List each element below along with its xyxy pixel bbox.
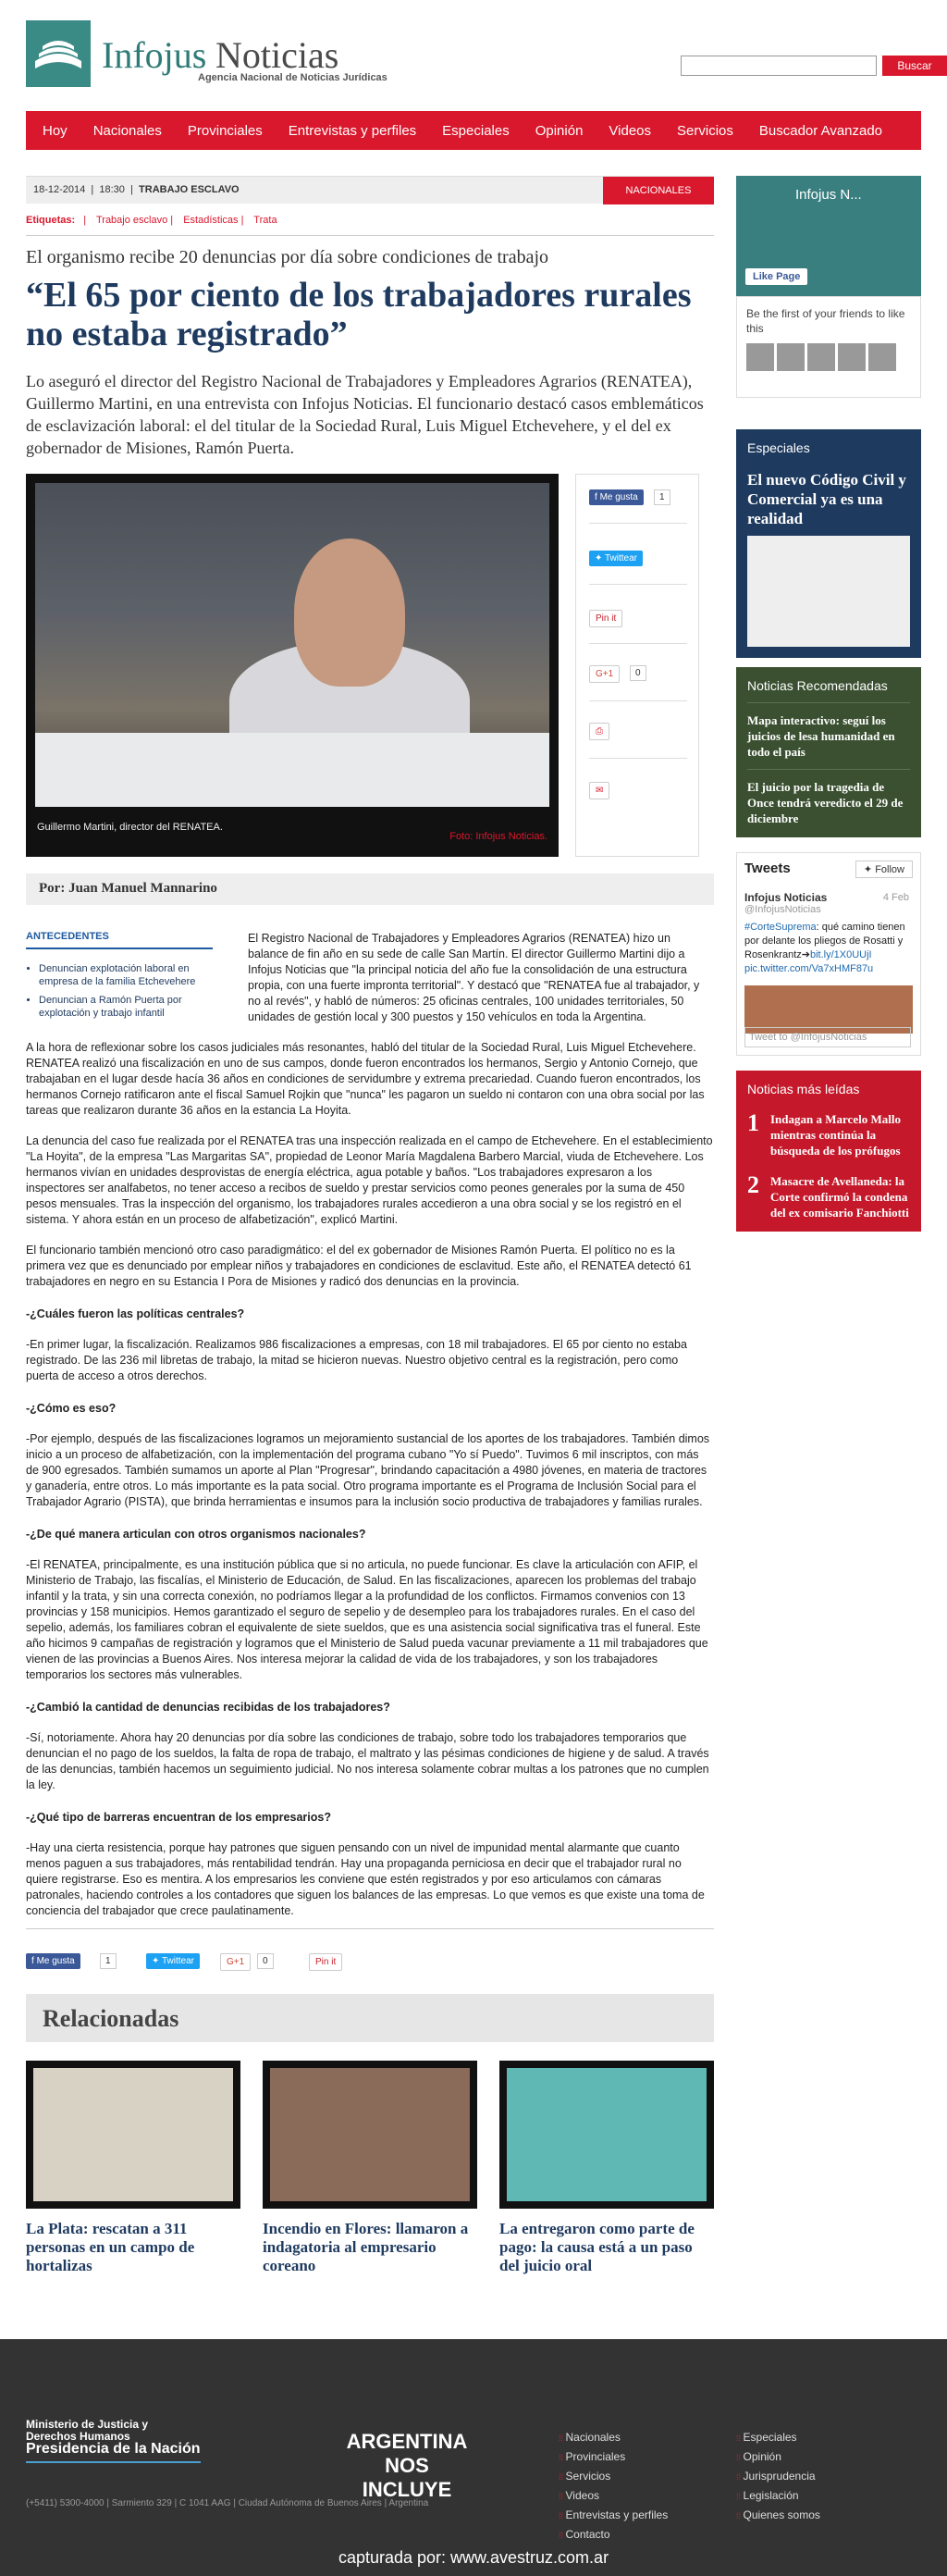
gplus-count: 0 (630, 665, 646, 681)
article-body (26, 931, 714, 1919)
tags-label: Etiquetas: (26, 215, 76, 226)
print-icon[interactable]: ⎙ (589, 723, 609, 740)
interview-answer: -Sí, notoriamente. Ahora hay 20 denuncias por día sobre las condiciones de trabajo, sobre todo los trabajadores temporarios que denuncian el no pago de los sueldos, la falta de ropa de trabajo, el maltrato y las pésimas condiciones de higiene y de salud. A través de las denuncias, también hacemos un seguimiento judicial. No nos interesa solamente cobrar multas a los patrones que no cumplen la ley. (26, 1731, 709, 1791)
footer-link[interactable]: ⁞⁞ Provinciales (559, 2447, 668, 2467)
article-date: 18-12-2014 (33, 184, 86, 195)
twitter-icon: ✦ (152, 1956, 160, 1966)
nav-item-especiales[interactable]: Especiales (442, 122, 510, 139)
photo-image (35, 483, 549, 807)
facebook-like-button[interactable]: f Me gusta (26, 1953, 80, 1969)
tweets-title: Tweets (744, 861, 791, 876)
facebook-icon: f (31, 1956, 34, 1966)
leida-rank: 2 (747, 1171, 759, 1198)
nav-item-buscador[interactable]: Buscador Avanzado (758, 122, 883, 139)
share-column (575, 474, 699, 857)
footer-link[interactable]: ⁞⁞ Especiales (736, 2428, 820, 2447)
footer-link[interactable]: ⁞⁞ Nacionales (559, 2428, 668, 2447)
tweet-button[interactable]: ✦ Twittear (146, 1953, 200, 1969)
divider (26, 235, 714, 236)
site-header (26, 20, 932, 94)
related-image (499, 2061, 714, 2209)
facebook-page-widget[interactable] (736, 176, 921, 296)
related-title-link[interactable]: La entregaron como parte de pago: la causa está a un paso del juicio oral (499, 2220, 695, 2274)
tweet-link[interactable]: pic.twitter.com/Va7xHMF87u (744, 963, 874, 974)
gplus-button[interactable]: G+1 (589, 665, 620, 683)
main-nav (26, 111, 921, 150)
logo-word-noticias[interactable]: Noticias (215, 34, 339, 76)
leidas-title: Noticias más leídas (747, 1082, 860, 1096)
avatar[interactable] (746, 343, 774, 371)
related-image (26, 2061, 240, 2209)
footer-link[interactable]: ⁞⁞ Opinión (736, 2447, 820, 2467)
article-time: 18:30 (99, 184, 125, 195)
footer-address: (+5411) 5300-4000 | Sarmiento 329 | C 1041 AAG | Ciudad Autónoma de Buenos Aires | Argentina (26, 2498, 429, 2508)
interview-answer: -Por ejemplo, después de las fiscalizaciones logramos un mejoramiento sustancial de los aportes de los trabajadores. También dimos inicio a un proceso de alfabetización, con la implementación del programa cubano "Yo sí Puedo". Tuvimos 6 mil inscriptos, con más de 900 egresados. También sumamos un aporte al Plan "Progresar", brindando capacitación a 4980 jóvenes, en materia de tractores y ganadería, entre otros. Lo más importante es la pata social. Otro programa importante es el Programa de Inclusión Social para el Trabajador Agrario (PISTA), que brinda herramientas e insumos para la inclusión socio productiva de trabajadores y familias rurales. (26, 1432, 710, 1508)
especiales-image[interactable] (747, 536, 910, 647)
search-input[interactable] (681, 56, 877, 76)
nav-item-servicios[interactable]: Servicios (677, 122, 733, 139)
twitter-icon: ✦ (595, 553, 603, 564)
tweet-body: #CorteSuprema: qué camino tienen por delante los pliegos de Rosatti y Rosenkrantz➔bit.ly/1X0UUjI pic.twitter.com/Va7xHMF87u (744, 922, 905, 974)
antecedentes-box (26, 931, 213, 1025)
interview-question: -¿Qué tipo de barreras encuentran de los empresarios? (26, 1811, 331, 1824)
photo-credit: Foto: Infojus Noticias. (449, 831, 547, 842)
tag-link[interactable]: Trabajo esclavo (95, 215, 168, 226)
nav-item-provinciales[interactable]: Provinciales (187, 122, 263, 139)
twitter-follow-button[interactable]: ✦ Follow (855, 861, 913, 878)
tweet-button[interactable]: ✦ Twittear (589, 551, 643, 566)
sidebar (736, 176, 921, 1232)
gplus-count: 0 (257, 1953, 274, 1969)
tweet-handle[interactable]: @InfojusNoticias (744, 904, 821, 915)
tweet-input[interactable]: Tweet to @InfojusNoticias (744, 1027, 911, 1047)
footer-link[interactable]: ⁞⁞ Entrevistas y perfiles (559, 2506, 668, 2525)
article-headline: “El 65 por ciento de los trabajadores rurales no estaba registrado” (26, 276, 692, 353)
interview-answer: -El RENATEA, principalmente, es una institución pública que si no articula, no puede funcionar. Es clave la articulación con AFIP, el Ministerio de Trabajo, las fiscalías, el Ministerio de Educación, de Salud. En las fiscalizaciones, aparecen los problemas del trabajo infantil y la trata, y sin una correcta conexión, no podríamos llegar a la profundidad de los conflictos. Firmamos convenios con 13 provincias y 158 municipios. Hemos garantizado el seguro de sepelio y de desempleo para los trabajadores rurales. En el caso del sepelio, además, los familiares cobran el equivalente de siete sueldos, que es una asistencia social significativa tras el funeral. Este año hicimos 9 campañas de registración y logramos que el Ministerio de Salud pueda vacunar previamente a 11 mil trabajadores que vienen de las provincias a Buenos Aires. Nos interesa mejorar la calidad de vida de los trabajadores, y son los trabajadores temporarios los sectores más vulnerables. (26, 1558, 708, 1681)
article-lead: Lo aseguró el director del Registro Nacional de Trabajadores y Empleadores Agrarios (RENATEA), Guillermo Martini, en una entrevista con Infojus Noticias. El funcionario destacó casos emblemáticos de esclavización laboral: el del titular de la Sociedad Rural, Luis Miguel Etchevehere, y el del ex gobernador de Misiones, Ramón Puerta. (26, 372, 704, 457)
nav-item-hoy[interactable]: Hoy (43, 122, 68, 139)
tweet-author[interactable]: Infojus Noticias (744, 891, 828, 904)
email-icon[interactable]: ✉ (589, 782, 609, 799)
footer-presidencia[interactable]: Presidencia de la Nación (26, 2441, 201, 2463)
footer-argentina: ARGENTINA NOS INCLUYE (346, 2430, 468, 2501)
fb-friends-box (736, 296, 921, 398)
photo-row (26, 474, 714, 857)
avatar[interactable] (807, 343, 835, 371)
footer-links-col2 (736, 2428, 820, 2525)
logo-book-icon[interactable] (26, 20, 91, 87)
tag-link[interactable]: Estadísticas (183, 215, 239, 226)
recomendadas-panel (736, 667, 921, 837)
avatar[interactable] (868, 343, 896, 371)
body-paragraph: El funcionario también mencionó otro caso paradigmático: el del ex gobernador de Misiones Ramón Puerta. El político no es la primera vez que es denunciado por emplear niños y trabajadores en condiciones de esclavitud. Este año, el RENATEA detectó 61 trabajadores en negro en su Estancia I Pora de Misiones y radicó dos denuncias en la provincia. (26, 1244, 692, 1288)
nav-item-opinion[interactable]: Opinión (535, 122, 584, 139)
logo-word-infojus[interactable]: Infojus (102, 34, 207, 76)
recomendada-link[interactable]: El juicio por la tragedia de Once tendrá veredicto el 29 de diciembre (747, 769, 910, 826)
nav-item-nacionales[interactable]: Nacionales (92, 122, 162, 139)
article-column (26, 176, 714, 2274)
related-image (263, 2061, 477, 2209)
footer-link[interactable]: ⁞⁞ Servicios (559, 2467, 668, 2486)
interview-question: -¿Cómo es eso? (26, 1402, 117, 1415)
footer-link[interactable]: ⁞⁞ Quienes somos (736, 2506, 820, 2525)
body-paragraph: La denuncia del caso fue realizada por el RENATEA tras una inspección realizada en el campo de Etchevehere. En el establecimiento "La Hoyita", de la empresa "Las Margaritas SA", propiedad de Leonor María Magdalena Barbero Marcial, viuda de Etchevehere. Los hermanos vivían en unidades desprovistas de energía eléctrica, agua potable y baños. "Los trabajadores expresaron a los inspectores ser analfabetos, no tener acceso a recibos de sueldo y prestar servicios como peones generales por la suma de 450 pesos mensuales. Tras la inspección del organismo, los trabajadores rurales accedieron a una obra social y se los registró en el sistema. Y ahora están en un proceso de alfabetización", explicó Martini. (26, 1134, 713, 1226)
avatar[interactable] (838, 343, 866, 371)
nav-item-videos[interactable]: Videos (609, 122, 652, 139)
pinterest-button[interactable]: Pin it (309, 1953, 342, 1971)
article-kicker: El organismo recibe 20 denuncias por día sobre condiciones de trabajo (26, 247, 549, 267)
leida-item[interactable] (747, 1111, 910, 1158)
related-row (26, 2061, 714, 2274)
twitter-icon: ✦ (863, 864, 873, 875)
related-title: Relacionadas (26, 1994, 714, 2042)
related-title-link[interactable]: La Plata: rescatan a 311 personas en un campo de hortalizas (26, 2220, 195, 2274)
interview-answer: -Hay una cierta resistencia, porque hay patrones que siguen pensando con un nivel de impunidad mental alarmante que cuanto menos paguen a sus trabajadores, más rentabilidad tendrán. Hay una propaganda perniciosa en decir que el trabajador rural no quiere registrarse. Eso es mentira. A los empresarios les conviene que estén registrados y por eso articulamos con cámaras patronales, haciendo controles a los contadores que siguen los balances de las empresas. Lo que vemos es que existe una toma de conciencia del trabajador que crece paulatinamente. (26, 1841, 705, 1917)
search-button[interactable]: Buscar (882, 56, 947, 76)
tweets-widget (736, 852, 921, 1056)
fb-like-page-button[interactable]: Like Page (745, 268, 807, 285)
related-card[interactable] (499, 2061, 714, 2275)
tags-row: Etiquetas: | Trabajo esclavo | Estadísticas | Trata (26, 215, 277, 226)
nav-item-entrevistas[interactable]: Entrevistas y perfiles (288, 122, 417, 139)
gplus-button[interactable]: G+1 (220, 1953, 251, 1971)
facebook-like-button[interactable]: f Me gusta (589, 489, 644, 505)
leida-item[interactable] (747, 1173, 910, 1220)
footer-links-col1 (559, 2428, 668, 2545)
recomendada-link[interactable]: Mapa interactivo: seguí los juicios de lesa humanidad en todo el país (747, 702, 910, 760)
footer-link[interactable]: ⁞⁞ Videos (559, 2486, 668, 2506)
interview-question: -¿De qué manera articulan con otros organismos nacionales? (26, 1528, 366, 1541)
article-photo[interactable] (26, 474, 559, 857)
especiales-panel (736, 429, 921, 658)
article-section-label: TRABAJO ESCLAVO (139, 184, 240, 195)
especiales-title: Especiales (747, 440, 810, 455)
leida-link[interactable]: Masacre de Avellaneda: la Corte confirmó la condena del ex comisario Fanchiotti (770, 1174, 909, 1220)
body-paragraph: A la hora de reflexionar sobre los casos judiciales más resonantes, habló del titular de la Sociedad Rural, Luis Miguel Etchevehere. RENATEA realizó una fiscalización en uno de sus campos, donde fueron encontrados los hermanos, Sergio y Antonio Cornejo, que trabajaban en el lugar desde hacía 36 años en condiciones de servidumbre y extrema precariedad. Cuando fueron encontrados, los hermanos Cornejo ratificaron ante el fiscal Samuel Rojkin que "nunca" les pagaron un sueldo ni contaron con una obra social por las tareas que realizaron durante 36 años en la estancia La Hoyita. (26, 1041, 705, 1117)
interview-question: -¿Cambió la cantidad de denuncias recibidas de los trabajadores? (26, 1701, 390, 1714)
tag-link[interactable]: Trata (253, 215, 277, 226)
logo-subtitle: Agencia Nacional de Noticias Jurídicas (198, 72, 387, 83)
footer-link[interactable]: ⁞⁞ Legislación (736, 2486, 820, 2506)
share-bar-bottom (26, 1953, 714, 1975)
facebook-count: 1 (100, 1953, 117, 1969)
facebook-icon: f (595, 492, 597, 502)
pinterest-button[interactable]: Pin it (589, 610, 622, 627)
capture-caption: capturada por: www.avestruz.com.ar (338, 2548, 609, 2567)
avatar[interactable] (777, 343, 805, 371)
fb-friends-text: Be the first of your friends to like this (746, 307, 905, 335)
antecedente-link[interactable]: • Denuncian explotación laboral en empresa de la familia Etchevehere (39, 962, 213, 988)
interview-answer: -En primer lugar, la fiscalización. Realizamos 986 fiscalizaciones a empresas, con 18 mil trabajadores. El 65 por ciento no estaba registrado. De las 236 mil libretas de trabajo, la mitad se hicieron nuevas. Nuestro objetivo central es la registración, pero como puerta de acceso a otros derechos. (26, 1338, 687, 1382)
interview-question: -¿Cuáles fueron las políticas centrales? (26, 1307, 245, 1320)
article-meta-bar: 18-12-2014 | 18:30 | TRABAJO ESCLAVO NACIONALES (26, 176, 714, 204)
footer-ministerio[interactable]: Ministerio de Justicia y Derechos Humanos (26, 2418, 149, 2443)
footer-link[interactable]: ⁞⁞ Contacto (559, 2525, 668, 2545)
antecedentes-title: ANTECEDENTES (26, 931, 213, 949)
related-card[interactable] (263, 2061, 477, 2275)
tweet-date[interactable]: 4 Feb (882, 892, 909, 903)
related-card[interactable] (26, 2061, 240, 2275)
especiales-link[interactable]: El nuevo Código Civil y Comercial ya es una realidad (747, 471, 906, 527)
leida-link[interactable]: Indagan a Marcelo Mallo mientras continúa la búsqueda de los prófugos (770, 1112, 901, 1158)
site-footer (0, 2339, 947, 2576)
tweet-link[interactable]: bit.ly/1X0UUjI (809, 949, 872, 960)
article-author: Por: Juan Manuel Mannarino (26, 873, 714, 905)
footer-link[interactable]: ⁞⁞ Jurisprudencia (736, 2467, 820, 2486)
photo-caption: Guillermo Martini, director del RENATEA. (37, 822, 223, 833)
antecedente-link[interactable]: • Denuncian a Ramón Puerta por explotación y trabajo infantil (39, 994, 213, 1020)
tweet-hashtag[interactable]: #CorteSuprema (744, 922, 817, 933)
fb-page-name[interactable]: Infojus N... (795, 187, 862, 203)
leida-rank: 1 (747, 1109, 759, 1136)
facebook-count: 1 (654, 489, 670, 505)
leidas-panel (736, 1071, 921, 1232)
recomendadas-title: Noticias Recomendadas (747, 678, 888, 693)
section-tag[interactable]: NACIONALES (603, 177, 714, 204)
body-paragraph: El Registro Nacional de Trabajadores y Empleadores Agrarios (RENATEA) hizo un balance de fin año en su sede de calle San Martín. El director Guillermo Martini dijo a Infojus Noticias que "la principal noticia del año fue la consolidación de una estructura propia, con una fuerte impronta territorial". Y destacó que "RENATEA fue al trabajador, y no al revés", y habló de números: 25 oficinas centrales, 100 unidades territoriales, 50 unidades de gestión local y 300 puestos y 150 vehículos en toda la Argentina. (248, 932, 700, 1023)
related-title-link[interactable]: Incendio en Flores: llamaron a indagatoria al empresario coreano (263, 2220, 469, 2274)
